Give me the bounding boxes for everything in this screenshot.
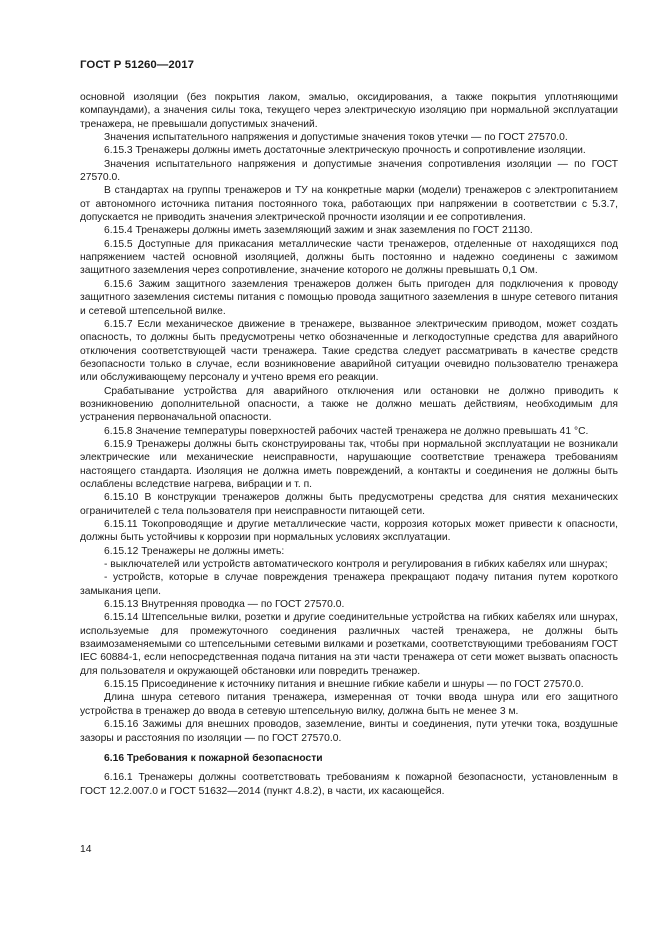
paragraph: 6.16.1 Тренажеры должны соответствовать требованиям к пожарной безопасности, установленным в ГОСТ 12.2.007.0 и ГОСТ 51632—2014 (пункт 4.8.2), в части, их касающейся. [80, 772, 618, 797]
paragraph: 6.15.6 Зажим защитного заземления тренажеров должен быть пригоден для подключения к проводу защитного заземления системы питания с помощью провода защитного заземления в шнуре сетевого питания и сетевой штепсельной вилке. [80, 278, 618, 317]
paragraph: основной изоляции (без покрытия лаком, эмалью, оксидирования, а также покрытия уплотняющими компаундами), а значения силы тока, текущего через электрическую изоляцию при нормальной эксплуатации тренажера, не превышали допустимых значений. [80, 92, 618, 130]
paragraph: Срабатывание устройства для аварийного отключения или остановки не должно приводить к возникновению дополнительной опасности, а также не должно мешать действиям, необходимым для устранения первоначальной опасности. [80, 385, 618, 424]
paragraph: 6.15.9 Тренажеры должны быть сконструированы так, чтобы при нормальной эксплуатации не возникали электрические или механические неисправности, нарушающие соответствие тренажера требованиям настоящего стандарта. Изоляция не должна иметь повреждений, а контакты и соединения не должны быть ослаблены вследствие нагрева, вибрации и т. п. [80, 438, 618, 490]
document-body [80, 91, 618, 798]
paragraph-list [80, 91, 618, 745]
paragraph: 6.15.5 Доступные для прикасания металлические части тренажеров, отделенные от находящихся под напряжением частей основной изоляцией, должны быть постоянно и надежно соединены с зажимом защитного заземления через сопротивление, значение которого не должны превышать 0,1 Ом. [80, 238, 618, 277]
paragraph: 6.15.15 Присоединение к источнику питания и внешние гибкие кабели и шнуры — по ГОСТ 27570.0. [104, 679, 584, 691]
paragraph: В стандартах на группы тренажеров и ТУ на конкретные марки (модели) тренажеров с электропитанием от автономного источника питания постоянного тока, работающих при напряжении в соответствии с 5.3.7, допускается не приводить значения электрической прочности изоляции и ее сопротивления. [80, 185, 618, 224]
paragraph: Значения испытательного напряжения и допустимые значения токов утечки — по ГОСТ 27570.0. [104, 132, 568, 144]
section-paragraph-list [80, 771, 618, 798]
paragraph: 6.15.3 Тренажеры должны иметь достаточные электрическую прочность и сопротивление изоляции. [104, 145, 586, 157]
paragraph: 6.15.8 Значение температуры поверхностей рабочих частей тренажера не должно превышать 41 °С. [104, 425, 589, 437]
paragraph: - устройств, которые в случае повреждения тренажера прекращают подачу питания путем короткого замыкания цепи. [80, 572, 618, 597]
paragraph: 6.15.10 В конструкции тренажеров должны быть предусмотрены средства для снятия механических ограничителей с тела пользователя при неисправности питающей сети. [80, 492, 618, 517]
paragraph: 6.15.16 Зажимы для внешних проводов, заземление, винты и соединения, пути утечки тока, воздушные зазоры и расстояния по изоляции — по ГОСТ 27570.0. [80, 719, 618, 744]
paragraph: - выключателей или устройств автоматического контроля и регулирования в гибких кабелях или шнурах; [104, 559, 608, 571]
paragraph: Значения испытательного напряжения и допустимые значения сопротивления изоляции — по ГОСТ 27570.0. [80, 158, 618, 184]
page-number: 14 [80, 844, 92, 855]
paragraph: 6.15.12 Тренажеры не должны иметь: [104, 545, 285, 557]
paragraph: 6.15.7 Если механическое движение в тренажере, вызванное электрическим приводом, может создать опасность, то должны быть предусмотрены четко обозначенные и легкодоступные средства для аварийного отключения соответствующей части тренажера. Такие средства следует рассматривать в качестве средств безопасности только в случае, если возникновение аварийной ситуации очевидно пользователю тренажера или обслуживающему персоналу и учтено время его реакции. [80, 318, 618, 384]
paragraph: 6.15.4 Тренажеры должны иметь заземляющий зажим и знак заземления по ГОСТ 21130. [104, 225, 533, 237]
paragraph: 6.15.13 Внутренняя проводка — по ГОСТ 27570.0. [104, 599, 345, 611]
section-heading: 6.16 Требования к пожарной безопасности [104, 752, 323, 764]
paragraph: Длина шнура сетевого питания тренажера, измеренная от точки ввода шнура или его защитного устройства в тренажер до ввода в сетевую штепсельную вилку, должна быть не менее 3 м. [80, 692, 618, 717]
paragraph: 6.15.11 Токопроводящие и другие металлические части, коррозия которых может привести к опасности, должны быть устойчивы к коррозии при нормальных условиях эксплуатации. [80, 519, 618, 544]
paragraph: 6.15.14 Штепсельные вилки, розетки и другие соединительные устройства на гибких кабелях или шнурах, используемые для промежуточного соединения различных частей тренажера, не должны быть взаимозаменяемыми со штепсельными сетевыми вилками и розетками, соответствующими требованиям ГОСТ IEC 60884-1, если непосредственная подача питания на эти части тренажера от сети может вызвать опасность для пользователя и окружающей обстановки или повредить тренажер. [80, 612, 618, 677]
document-code-header: ГОСТ Р 51260—2017 [80, 59, 195, 71]
